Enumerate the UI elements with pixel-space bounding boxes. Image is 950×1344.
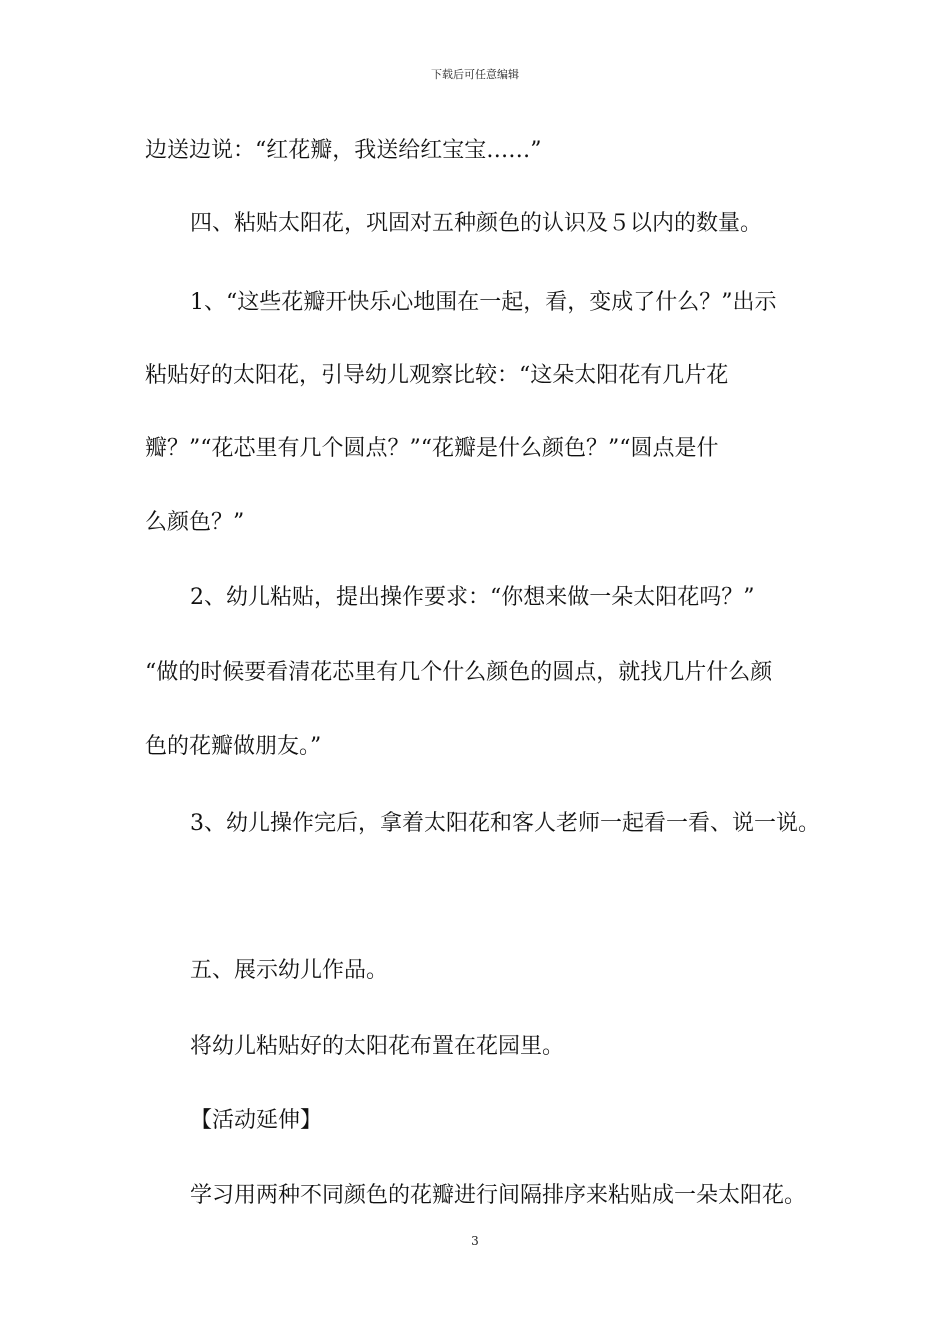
body-line-1: 边送边说：“红花瓣，我送给红宝宝……” <box>145 138 542 163</box>
body-line-10: 3、幼儿操作完后，拿着太阳花和客人老师一起看一看、说一说。 <box>190 811 820 836</box>
section-five-heading: 五、展示幼儿作品。 <box>190 958 389 983</box>
body-line-12: 将幼儿粘贴好的太阳花布置在花园里。 <box>190 1034 565 1059</box>
body-line-7: 2、幼儿粘贴，提出操作要求：“你想来做一朵太阳花吗？” <box>190 585 755 610</box>
section-four-heading: 四、粘贴太阳花，巩固对五种颜色的认识及５以内的数量。 <box>190 211 763 236</box>
body-line-9: 色的花瓣做朋友。” <box>145 734 322 759</box>
body-line-4: 粘贴好的太阳花，引导幼儿观察比较：“这朵太阳花有几片花 <box>145 363 729 388</box>
body-line-6: 么颜色？” <box>145 510 245 535</box>
page-header: 下载后可任意编辑 <box>431 68 519 81</box>
body-line-14: 学习用两种不同颜色的花瓣进行间隔排序来粘贴成一朵太阳花。 <box>190 1183 807 1208</box>
body-line-5: 瓣？”“花芯里有几个圆点？”“花瓣是什么颜色？”“圆点是什 <box>145 436 719 461</box>
activity-extension-heading: 【活动延伸】 <box>190 1108 323 1133</box>
page-number: 3 <box>471 1234 479 1248</box>
body-line-3: 1、“这些花瓣开快乐心地围在一起，看，变成了什么？”出示 <box>190 290 777 315</box>
body-line-8: “做的时候要看清花芯里有几个什么颜色的圆点，就找几片什么颜 <box>145 660 773 685</box>
